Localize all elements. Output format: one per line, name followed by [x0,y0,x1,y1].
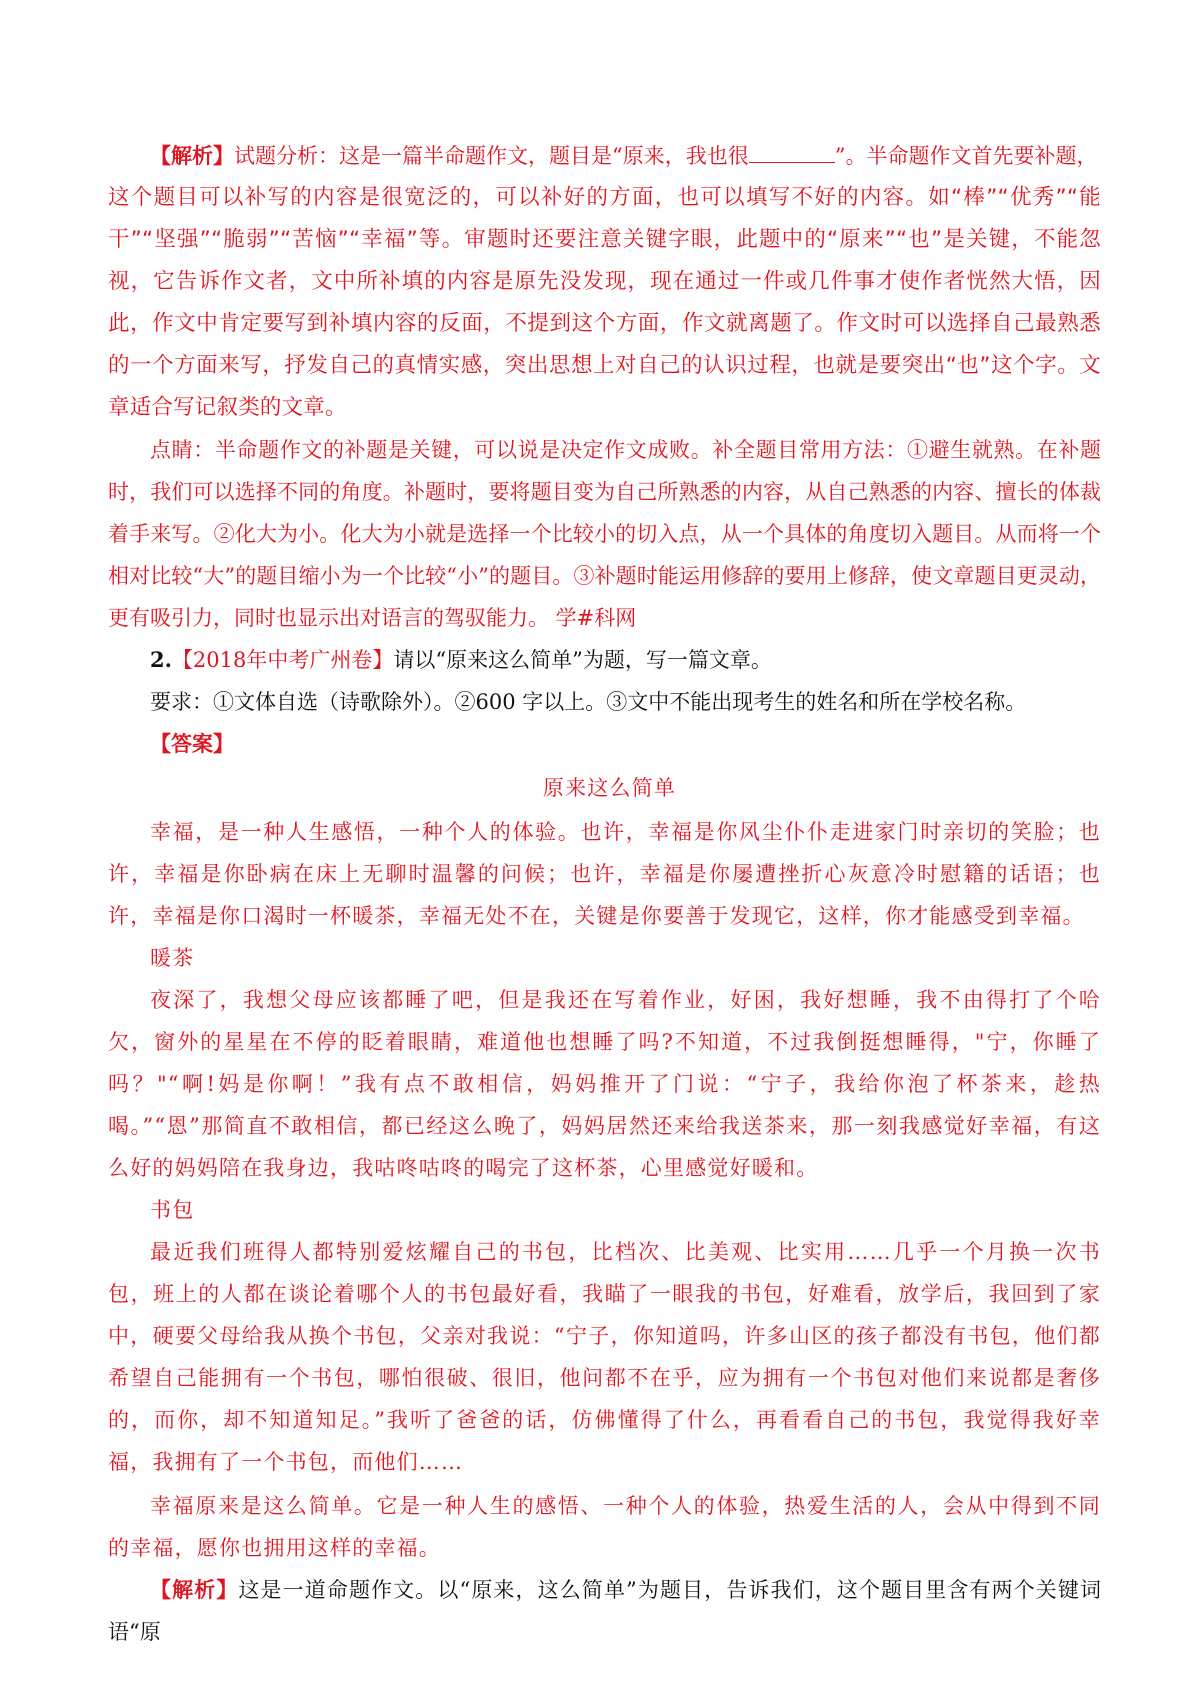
essay-paragraph-1: 夜深了，我想父母应该都睡了吧，但是我还在写着作业，好困，我好想睡，我不由得打了个哈欠，窗外的星星在不停的眨着眼睛，难道他也想睡了吗?不知道，不过我倒挺想睡得，"宁，你睡了吗？"“啊!妈是你啊！”我有点不敢相信，妈妈推开了门说：“宁子，我给你泡了杯茶来，趁热喝。”“恩”那简直不敢相信，都已经这么晚了，妈妈居然还来给我送茶来，那一刻我感觉好幸福，有这么好的妈妈陪在我身边，我咕咚咕咚的喝完了这杯茶，心里感觉好暖和。 [108,988,1101,1180]
essay-paragraph-2: 最近我们班得人都特别爱炫耀自己的书包，比档次、比美观、比实用……几乎一个月换一次书包，班上的人都在谈论着哪个人的书包最好看，我瞄了一眼我的书包，好难看，放学后，我回到了家中，硬要父母给我从换个书包，父亲对我说：“宁子，你知道吗，许多山区的孩子都没有书包，他们都希望自己能拥有一个书包，哪怕很破、很旧，他问都不在乎，应为拥有一个书包对他们来说都是奢侈的，而你，却不知道知足。”我听了爸爸的话，仿佛懂得了什么，再看看自己的书包，我觉得我好幸福，我拥有了一个书包，而他们…… [108,1240,1101,1474]
question-prompt: 请以“原来这么简单”为题，写一篇文章。 [393,648,772,672]
analysis-2 [108,1569,1101,1653]
essay-intro: 幸福，是一种人生感悟，一种个人的体验。也许，幸福是你风尘仆仆走进家门时亲切的笑脸；也许，幸福是你卧病在床上无聊时温馨的问候；也许，幸福是你屡遭挫折心灰意冷时慰籍的话语；也许，幸福是你口渴时一杯暖茶，幸福无处不在，关键是你要善于发现它，这样，你才能感受到幸福。 [108,820,1101,928]
answer-tag: 【答案】 [150,731,234,756]
page-content [108,135,1101,1653]
analysis-2-text: 这是一道命题作文。以“原来，这么简单”为题目，告诉我们，这个题目里含有两个关键词语“原 [108,1578,1101,1644]
blank-line [749,142,835,163]
question-number: 2. [150,647,172,672]
question-2 [108,639,1101,681]
question-requirements: 要求：①文体自选（诗歌除外）。②600 字以上。③文中不能出现考生的姓名和所在学校名称。 [150,690,1027,714]
question-source: 【2018年中考广州卷】 [171,648,394,672]
essay-conclusion: 幸福原来是这么简单。它是一种人生的感悟、一种个人的体验，热爱生活的人，会从中得到不同的幸福，愿你也拥用这样的幸福。 [108,1494,1101,1560]
analysis-1-first-line [108,135,1101,177]
analysis-tag: 【解析】 [150,143,234,168]
essay-heading-2: 书包 [150,1198,195,1222]
essay-heading-1: 暖茶 [150,946,195,970]
analysis-2-tag: 【解析】 [150,1577,239,1602]
analysis-1-intro: 试题分析：这是一篇半命题作文，题目是“原来，我也很 [234,144,749,168]
analysis-1-body: 这个题目可以补写的内容是很宽泛的，可以补好的方面，也可以填写不好的内容。如“棒”“优秀”“能干”“坚强”“脆弱”“苦恼”“幸福”等。审题时还要注意关键字眼，此题中的“原来”“也”是关键，不能忽视，它告诉作文者，文中所补填的内容是原先没发现，现在通过一件或几件事才使作者恍然大悟，因此，作文中肯定要写到补填内容的反面，不提到这个方面，作文就离题了。作文时可以选择自己最熟悉的一个方面来写，抒发自己的真情实感，突出思想上对自己的认识过程，也就是要突出“也”这个字。文章适合写记叙类的文章。 [108,185,1101,420]
essay-title: 原来这么简单 [542,776,677,800]
tip-paragraph: 点睛：半命题作文的补题是关键，可以说是决定作文成败。补全题目常用方法：①避生就熟。在补题时，我们可以选择不同的角度。补题时，要将题目变为自己所熟悉的内容，从自己熟悉的内容、擅长的体裁着手来写。②化大为小。化大为小就是选择一个比较小的切入点，从一个具体的角度切入题目。从而将一个相对比较“大”的题目缩小为一个比较“小”的题目。③补题时能运用修辞的要用上修辞，使文章题目更灵动，更有吸引力，同时也显示出对语言的驾驭能力。 学#科网 [108,438,1101,630]
analysis-1-after-blank: ”。半命题作文首先要补题， [834,144,1098,168]
